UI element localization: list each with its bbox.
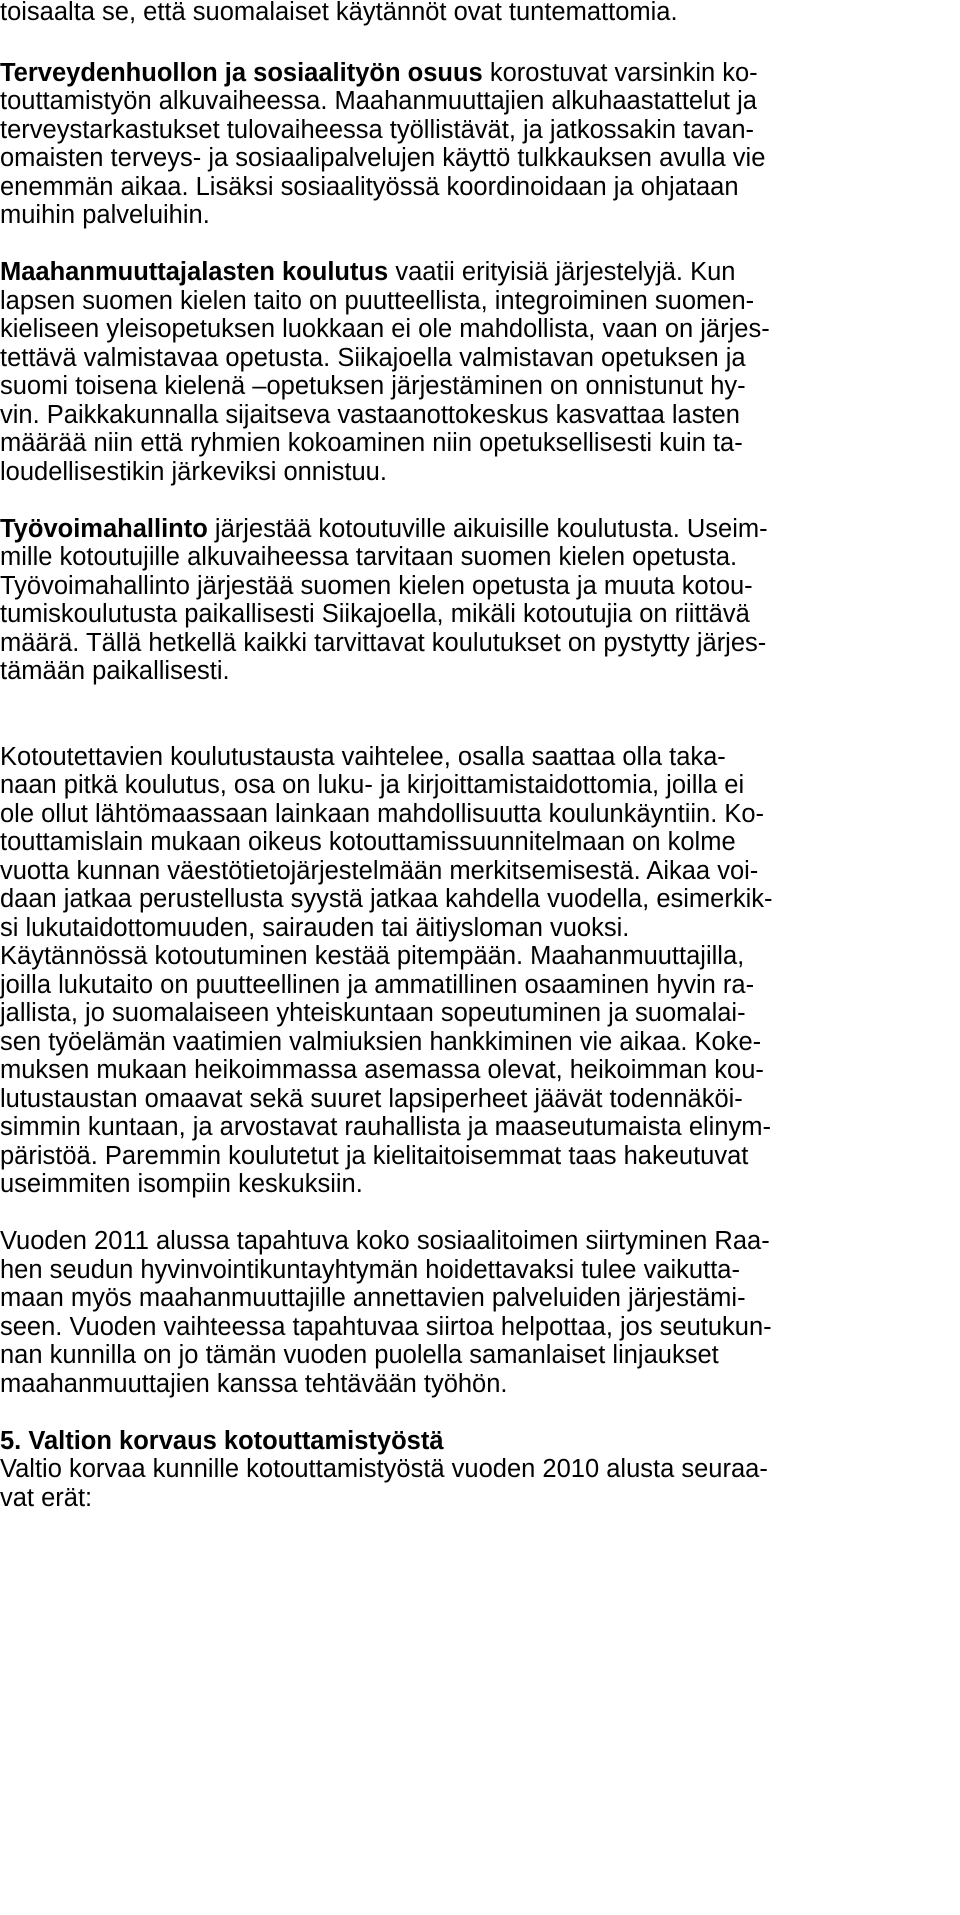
- text-line-rest: järjestää kotoutuville aikuisille koulutusta. Useim-: [207, 515, 768, 543]
- text-line: muihin palveluihin.: [0, 201, 210, 229]
- text-line: touttamislain mukaan oikeus kotouttamissuunnitelmaan on kolme: [0, 828, 736, 856]
- text-line: muksen mukaan heikoimmassa asemassa olevat, heikoimman kou-: [0, 1056, 764, 1084]
- text-line: si lukutaidottomuuden, sairauden tai äitiysloman vuoksi.: [0, 914, 630, 942]
- text-line: toisaalta se, että suomalaiset käytännöt ovat tuntemattomia.: [0, 0, 678, 26]
- text-line: daan jatkaa perustellusta syystä jatkaa kahdella vuodella, esimerkik-: [0, 885, 773, 913]
- text-line: touttamistyön alkuvaiheessa. Maahanmuuttajien alkuhaastattelut ja: [0, 87, 757, 115]
- text-line: [0, 58, 758, 88]
- text-line: jallista, jo suomalaiseen yhteiskuntaan sopeutuminen ja suomalai-: [0, 999, 746, 1027]
- text-line: vuotta kunnan väestötietojärjestelmään merkitsemisestä. Aikaa voi-: [0, 857, 759, 885]
- text-line: määrää niin että ryhmien kokoaminen niin opetuksellisesti kuin ta-: [0, 429, 743, 457]
- text-line: lapsen suomen kielen taito on puutteellista, integroiminen suomen-: [0, 287, 755, 315]
- text-line: päristöä. Paremmin koulutetut ja kielitaitoisemmat taas hakeutuvat: [0, 1142, 749, 1170]
- section-heading: 5. Valtion korvaus kotouttamistyöstä: [0, 1427, 444, 1455]
- text-line: Vuoden 2011 alussa tapahtuva koko sosiaalitoimen siirtyminen Raa-: [0, 1227, 770, 1255]
- text-line: maan myös maahanmuuttajille annettavien palveluiden järjestämi-: [0, 1284, 746, 1312]
- text-line: simmin kuntaan, ja arvostavat rauhallista ja maaseutumaista elinym-: [0, 1113, 772, 1141]
- text-line: omaisten terveys- ja sosiaalipalvelujen käyttö tulkkauksen avulla vie: [0, 144, 766, 172]
- text-line: hen seudun hyvinvointikuntayhtymän hoidettavaksi tulee vaikutta-: [0, 1256, 740, 1284]
- text-line: Valtio korvaa kunnille kotouttamistyöstä vuoden 2010 alusta seuraa-: [0, 1455, 768, 1483]
- text-line: joilla lukutaito on puutteellinen ja ammatillinen osaaminen hyvin ra-: [0, 971, 755, 999]
- text-line-rest: korostuvat varsinkin ko-: [482, 59, 758, 87]
- text-line: enemmän aikaa. Lisäksi sosiaalityössä koordinoidaan ja ohjataan: [0, 173, 739, 201]
- text-line: Käytännössä kotoutuminen kestää pitempään. Maahanmuuttajilla,: [0, 942, 745, 970]
- text-line: tämään paikallisesti.: [0, 657, 230, 685]
- text-line: ole ollut lähtömaassaan lainkaan mahdollisuutta koulunkäyntiin. Ko-: [0, 800, 765, 828]
- text-line: vin. Paikkakunnalla sijaitseva vastaanottokeskus kasvattaa lasten: [0, 401, 740, 429]
- text-line: lutustaustan omaavat sekä suuret lapsiperheet jäävät todennäköi-: [0, 1085, 743, 1113]
- text-line: seen. Vuoden vaihteessa tapahtuvaa siirtoa helpottaa, jos seutukun-: [0, 1313, 772, 1341]
- text-line: Työvoimahallinto järjestää suomen kielen opetusta ja muuta kotou-: [0, 572, 753, 600]
- text-line: kieliseen yleisopetuksen luokkaan ei ole mahdollista, vaan on järjes-: [0, 315, 770, 343]
- text-line: useimmiten isompiin keskuksiin.: [0, 1170, 363, 1198]
- text-line: nan kunnilla on jo tämän vuoden puolella samanlaiset linjaukset: [0, 1341, 719, 1369]
- text-line: [0, 514, 768, 544]
- text-line: maahanmuuttajien kanssa tehtävään työhön.: [0, 1370, 508, 1398]
- text-line: tumiskoulutusta paikallisesti Siikajoella, mikäli kotoutujia on riittävä: [0, 600, 750, 628]
- text-line: mille kotoutujille alkuvaiheessa tarvitaan suomen kielen opetusta.: [0, 543, 738, 571]
- bold-lead-labour-administration: Työvoimahallinto: [0, 515, 208, 543]
- bold-lead-children-education: Maahanmuuttajalasten koulutus: [0, 258, 389, 286]
- text-line: sen työelämän vaatimien valmiuksien hankkiminen vie aikaa. Koke-: [0, 1028, 762, 1056]
- text-line: naan pitkä koulutus, osa on luku- ja kirjoittamistaidottomia, joilla ei: [0, 771, 745, 799]
- text-line: määrä. Tällä hetkellä kaikki tarvittavat koulutukset on pystytty järjes-: [0, 629, 767, 657]
- text-line-rest: vaatii erityisiä järjestelyjä. Kun: [388, 258, 736, 286]
- text-line: suomi toisena kielenä –opetuksen järjestäminen on onnistunut hy-: [0, 372, 746, 400]
- bold-lead-health-social: Terveydenhuollon ja sosiaalityön osuus: [0, 59, 483, 87]
- text-line: terveystarkastukset tulovaiheessa työllistävät, ja jatkossakin tavan-: [0, 116, 755, 144]
- text-line: vat erät:: [0, 1484, 93, 1512]
- text-line: loudellisestikin järkeviksi onnistuu.: [0, 458, 387, 486]
- text-line: [0, 257, 735, 287]
- text-line: Kotoutettavien koulutustausta vaihtelee, osalla saattaa olla taka-: [0, 743, 726, 771]
- text-line: tettävä valmistavaa opetusta. Siikajoella valmistavan opetuksen ja: [0, 344, 746, 372]
